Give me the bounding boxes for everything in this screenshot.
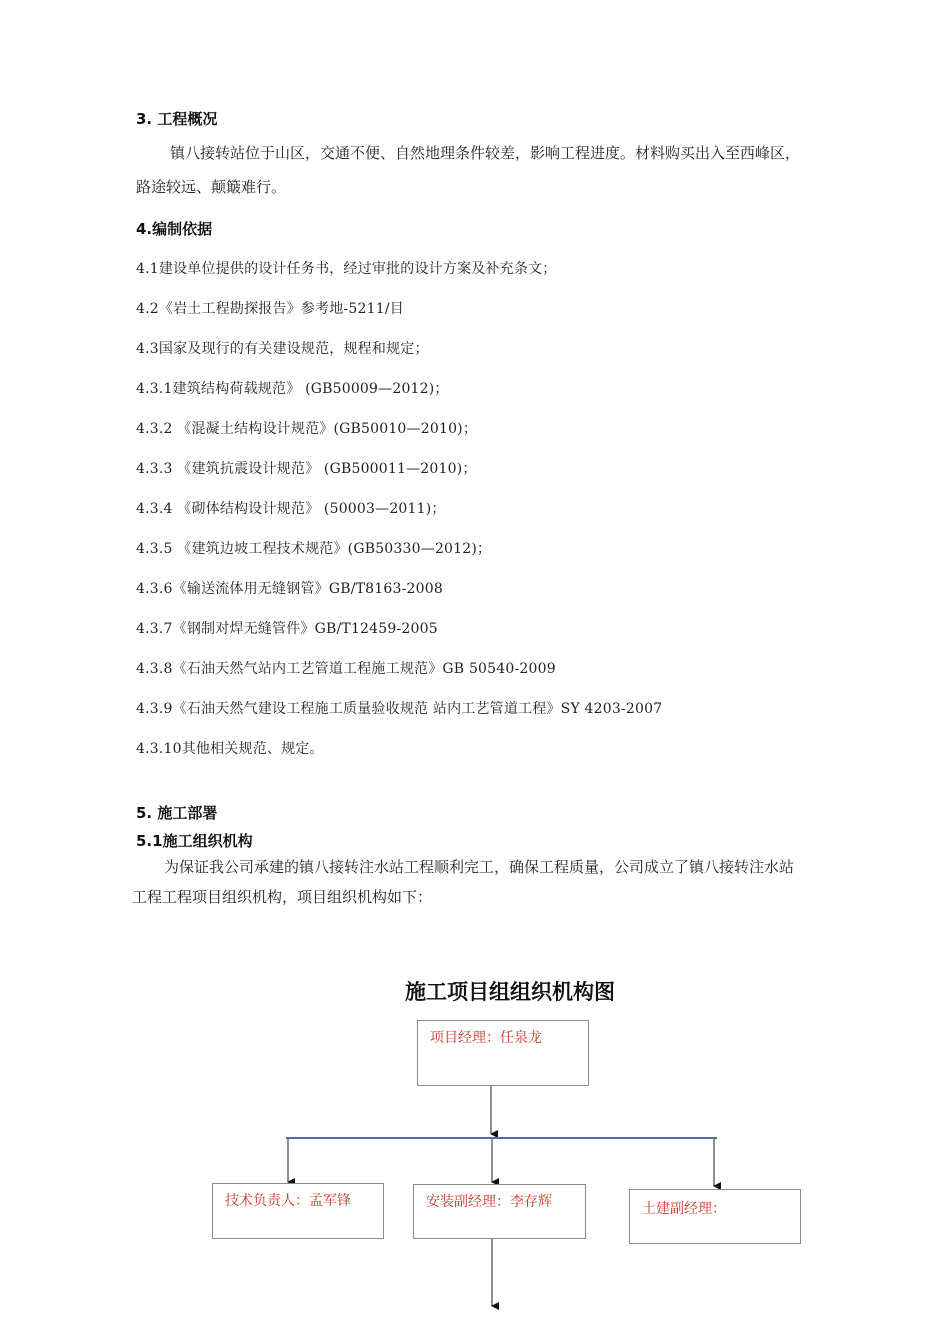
org-box-label: 技术负责人：孟军锋 bbox=[225, 1193, 351, 1209]
org-box-install-deputy bbox=[413, 1184, 586, 1239]
reference-item: 4.3.7《钢制对焊无缝管件》GB/T12459-2005 bbox=[136, 621, 438, 637]
section-3-heading: 3. 工程概况 bbox=[136, 110, 218, 128]
org-box-label: 项目经理：任泉龙 bbox=[430, 1030, 542, 1046]
reference-item: 4.3.5 《建筑边坡工程技术规范》(GB50330—2012)； bbox=[136, 541, 492, 557]
org-box-label: 土建副经理： bbox=[642, 1201, 726, 1217]
section-3-paragraph-line-2: 路途较远、颠簸难行。 bbox=[136, 178, 287, 196]
reference-item: 4.3.2 《混凝土结构设计规范》(GB50010—2010)； bbox=[136, 421, 478, 437]
section-5-paragraph-line-1: 为保证我公司承建的镇八接转注水站工程顺利完工，确保工程质量，公司成立了镇八接转注水站 bbox=[164, 858, 795, 876]
section-3-paragraph-line-1: 镇八接转站位于山区，交通不便、自然地理条件较差，影响工程进度。材料购买出入至西峰区， bbox=[170, 144, 801, 162]
org-box-label: 安装副经理：李存辉 bbox=[426, 1194, 552, 1210]
section-5-heading: 5. 施工部署 bbox=[136, 804, 218, 822]
reference-item: 4.3.1建筑结构荷载规范》 (GB50009—2012)； bbox=[136, 381, 449, 397]
reference-item: 4.3.9《石油天然气建设工程施工质量验收规范 站内工艺管道工程》SY 4203-2007 bbox=[136, 701, 663, 717]
reference-item: 4.3.8《石油天然气站内工艺管道工程施工规范》GB 50540-2009 bbox=[136, 661, 556, 677]
org-box-civil-deputy bbox=[629, 1189, 801, 1244]
reference-item: 4.3.10其他相关规范、规定。 bbox=[136, 741, 324, 757]
reference-item: 4.3.3 《建筑抗震设计规范》 (GB500011—2010)； bbox=[136, 461, 477, 477]
reference-item: 4.2《岩土工程勘探报告》参考地-5211/目 bbox=[136, 301, 404, 317]
reference-item: 4.3.6《输送流体用无缝钢管》GB/T8163-2008 bbox=[136, 581, 443, 597]
reference-item: 4.3.4 《砌体结构设计规范》 (50003—2011)； bbox=[136, 501, 446, 517]
section-5-paragraph-line-2: 工程工程项目组织机构，项目组织机构如下： bbox=[132, 888, 433, 906]
org-chart-title: 施工项目组组织机构图 bbox=[405, 980, 615, 1004]
reference-item: 4.1建设单位提供的设计任务书，经过审批的设计方案及补充条文； bbox=[136, 261, 557, 277]
reference-item: 4.3国家及现行的有关建设规范，规程和规定； bbox=[136, 341, 429, 357]
section-4-heading: 4.编制依据 bbox=[136, 220, 213, 238]
org-box-project-manager bbox=[417, 1020, 589, 1086]
org-box-technical-lead bbox=[212, 1183, 384, 1239]
section-5-1-heading: 5.1施工组织机构 bbox=[136, 832, 253, 850]
